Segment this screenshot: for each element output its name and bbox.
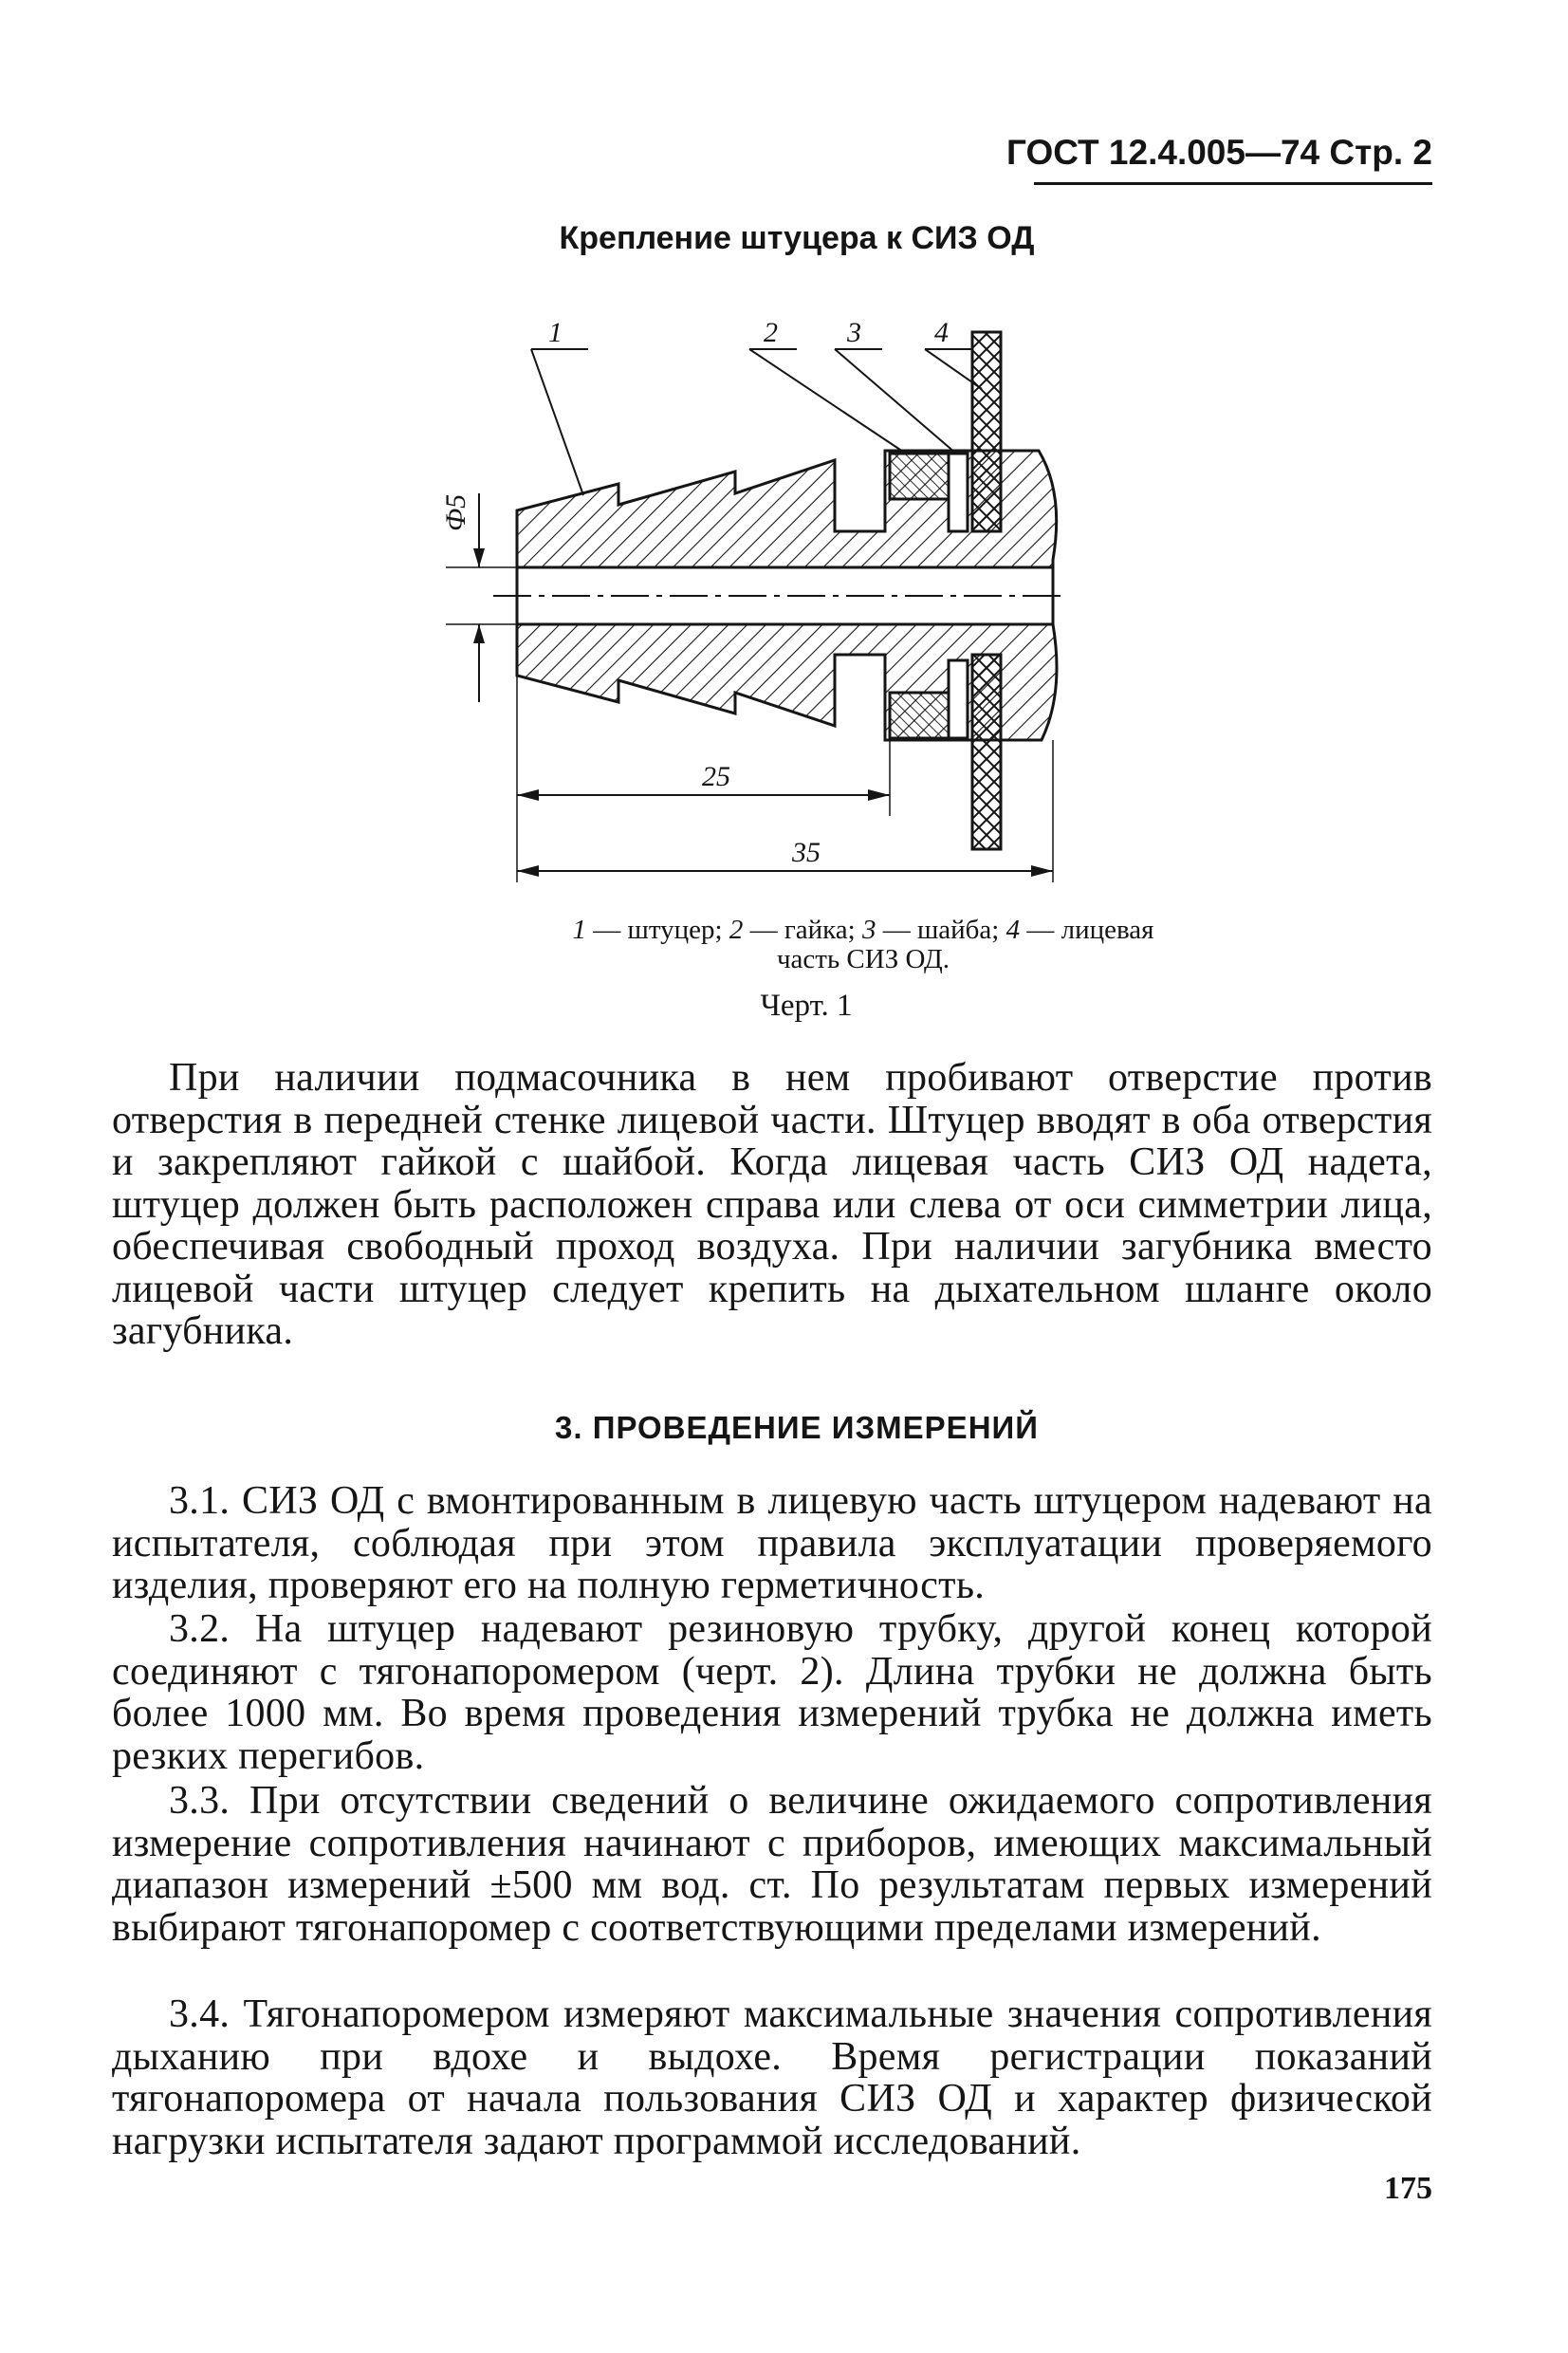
length-dimension-35: 35	[792, 837, 821, 868]
paragraph-3-4: 3.4. Тягонапоромером измеряют максимальные значения сопротивления дыханию при вдохе и выдохе. Время регистрации показаний тягонапоромера от начала пользования СИЗ ОД и характер физической нагрузки испытателя задают программой исследований.	[112, 1992, 1432, 2163]
nut-lower	[890, 693, 949, 738]
washer-lower	[949, 660, 968, 738]
legend-num-1: 1	[572, 915, 586, 945]
page-label: Стр. 2	[1329, 133, 1432, 172]
legend-line-1	[531, 916, 1195, 945]
face-part-lower	[972, 655, 1001, 849]
face-part-upper	[972, 332, 1001, 531]
legend-text-1: — штуцер;	[585, 915, 729, 945]
intro-paragraph: При наличии подмасочника в нем пробивают отверстие против отверстия в передней стенке лицевой части. Штуцер вводят в оба отверстия и закрепляют гайкой с шайбой. Когда лицевая часть СИЗ ОД надета, штуцер должен быть расположен справа или слева от оси симметрии лица, обеспечивая свободный проход воздуха. При наличии загубника вместо лицевой части штуцер следует крепить на дыхательном шланге около загубника.	[112, 1056, 1432, 1353]
page-number: 175	[1384, 2171, 1432, 2206]
washer-upper	[949, 454, 968, 531]
legend-num-3: 3	[861, 915, 876, 945]
part-label-4: 4	[934, 317, 949, 348]
figure-legend	[531, 916, 1195, 974]
section-heading: 3. ПРОВЕДЕНИЕ ИЗМЕРЕНИЙ	[555, 1410, 1039, 1445]
standard-code: ГОСТ 12.4.005—74	[1005, 133, 1320, 172]
legend-num-2: 2	[729, 915, 744, 945]
legend-num-4: 4	[1005, 915, 1021, 945]
legend-text-2: — гайка;	[743, 915, 862, 945]
figure-title: Крепление штуцера к СИЗ ОД	[559, 220, 1035, 256]
legend-text-3: — шайба;	[876, 915, 1006, 945]
paragraph-3-3: 3.3. При отсутствии сведений о величине ожидаемого сопротивления измерение сопротивления начинают с приборов, имеющих максимальный диапазон измерений ±500 мм вод. ст. По результатам первых измерений выбирают тягонапоромер с соответствующими пределами измерений.	[112, 1779, 1432, 1950]
part-label-3: 3	[847, 317, 861, 348]
running-header	[987, 133, 1432, 173]
legend-text-4: — лицевая	[1020, 915, 1154, 945]
diameter-dimension: Ф5	[440, 493, 471, 531]
nut-upper	[890, 454, 949, 499]
header-rule	[1034, 182, 1432, 185]
figure-caption: Черт. 1	[760, 989, 853, 1023]
length-dimension-25: 25	[702, 761, 730, 792]
fitting-drawing	[436, 313, 1157, 920]
legend-line-2: часть СИЗ ОД.	[776, 944, 950, 974]
part-label-1: 1	[548, 317, 563, 348]
part-label-2: 2	[764, 317, 778, 348]
paragraph-3-1: 3.1. СИЗ ОД с вмонтированным в лицевую часть штуцером надевают на испытателя, соблюдая при этом правила эксплуатации проверяемого изделия, проверяют его на полную герметичность.	[112, 1479, 1432, 1607]
paragraph-3-2: 3.2. На штуцер надевают резиновую трубку, другой конец которой соединяют с тягонапоромером (черт. 2). Длина трубки не должна быть более 1000 мм. Во время проведения измерений трубка не должна иметь резких перегибов.	[112, 1607, 1432, 1778]
